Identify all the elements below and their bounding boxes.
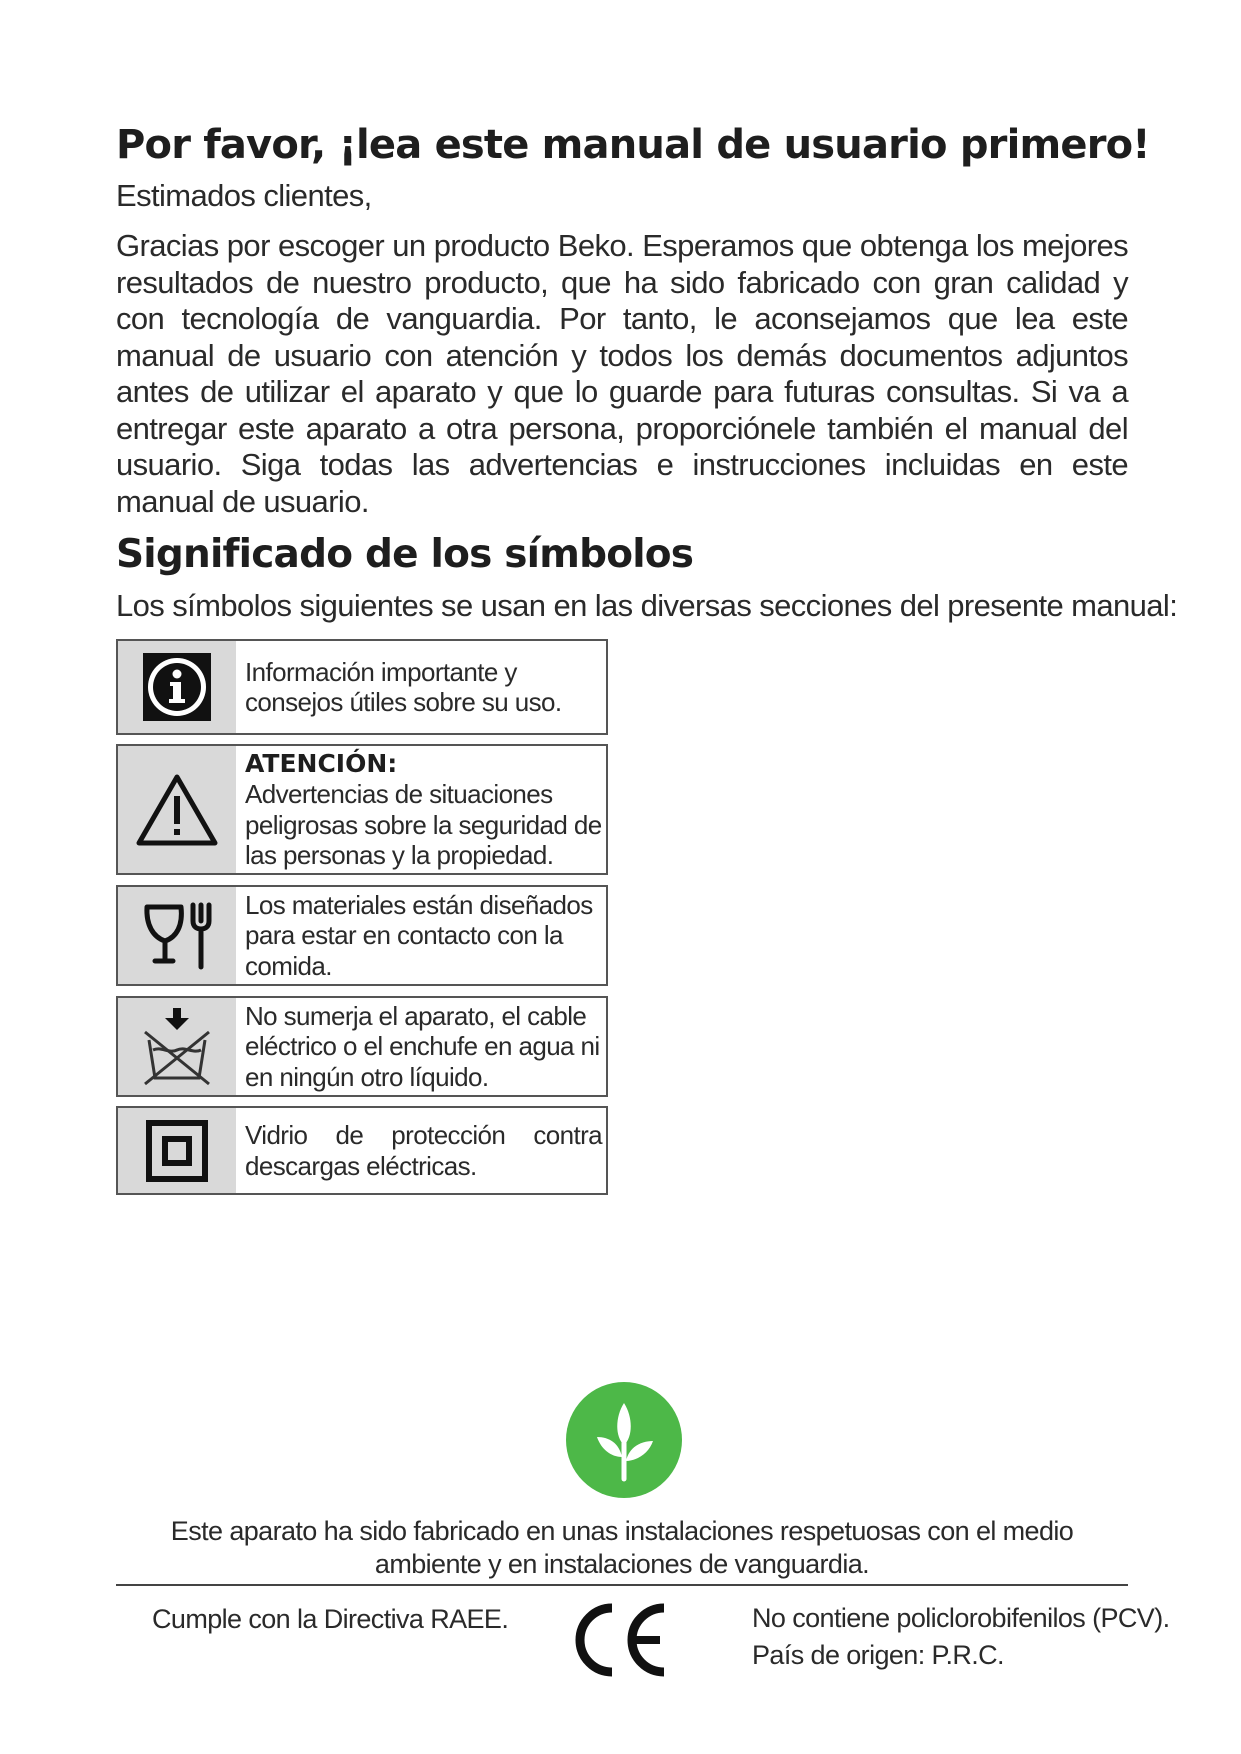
symbols-intro: Los símbolos siguientes se usan en las diversas secciones del presente manual: xyxy=(116,588,1178,623)
footer-right xyxy=(752,1600,1170,1674)
symbols-heading: Significado de los símbolos xyxy=(116,532,694,577)
double-insulation-icon xyxy=(118,1108,236,1193)
symbol-row-warning xyxy=(116,744,608,875)
warning-title: ATENCIÓN: xyxy=(245,748,398,778)
info-icon xyxy=(118,641,236,733)
food-contact-icon xyxy=(118,887,236,984)
symbol-row-do-not-immerse xyxy=(116,996,608,1097)
salutation: Estimados clientes, xyxy=(116,178,372,213)
leaf-icon xyxy=(565,1381,683,1504)
eco-statement: Este aparato ha sido fabricado en unas instalaciones respetuosas con el medio ambiente y en instalaciones de vanguardia. xyxy=(170,1516,1074,1579)
symbol-text-line-2: descargas eléctricas. xyxy=(245,1150,477,1181)
weee-compliance: Cumple con la Directiva RAEE. xyxy=(152,1604,509,1634)
pcb-statement: No contiene policlorobifenilos (PCV). xyxy=(752,1603,1170,1633)
symbol-row-food-contact xyxy=(116,885,608,986)
do-not-immerse-icon xyxy=(118,998,236,1095)
symbol-text: Información importante y consejos útiles sobre su uso. xyxy=(245,656,562,717)
symbol-row-info xyxy=(116,639,608,735)
symbol-row-double-insulation xyxy=(116,1106,608,1195)
footer-divider xyxy=(116,1584,1128,1586)
symbol-text: No sumerja el aparato, el cable eléctrico o el enchufe en agua ni en ningún otro líquido. xyxy=(245,1000,600,1092)
intro-paragraph: Gracias por escoger un producto Beko. Esperamos que obtenga los mejores resultados de nuestro producto, que ha sido fabricado con gran calidad y con tecnología de vanguardia. Por tanto, le aconsejamos que lea este manual de usuario con atención y todos los demás documentos adjuntos antes de utilizar el aparato y que lo guarde para futuras consultas. Si va a entregar este aparato a otra persona, proporciónele también el manual del usuario. Siga todas las advertencias e instrucciones incluidas en este manual de usuario. xyxy=(116,228,1128,519)
symbol-text-line-1: Vidrio de protección contra xyxy=(245,1120,602,1150)
symbol-text: Advertencias de situaciones peligrosas sobre la seguridad de las personas y la propiedad. xyxy=(245,779,602,870)
symbol-text: Los materiales están diseñados para estar en contacto con la comida. xyxy=(245,889,593,981)
page-title: Por favor, ¡lea este manual de usuario primero! xyxy=(116,122,1150,168)
country-of-origin: País de origen: P.R.C. xyxy=(752,1640,1004,1670)
warning-icon xyxy=(118,746,236,873)
ce-mark-icon xyxy=(568,1600,672,1685)
